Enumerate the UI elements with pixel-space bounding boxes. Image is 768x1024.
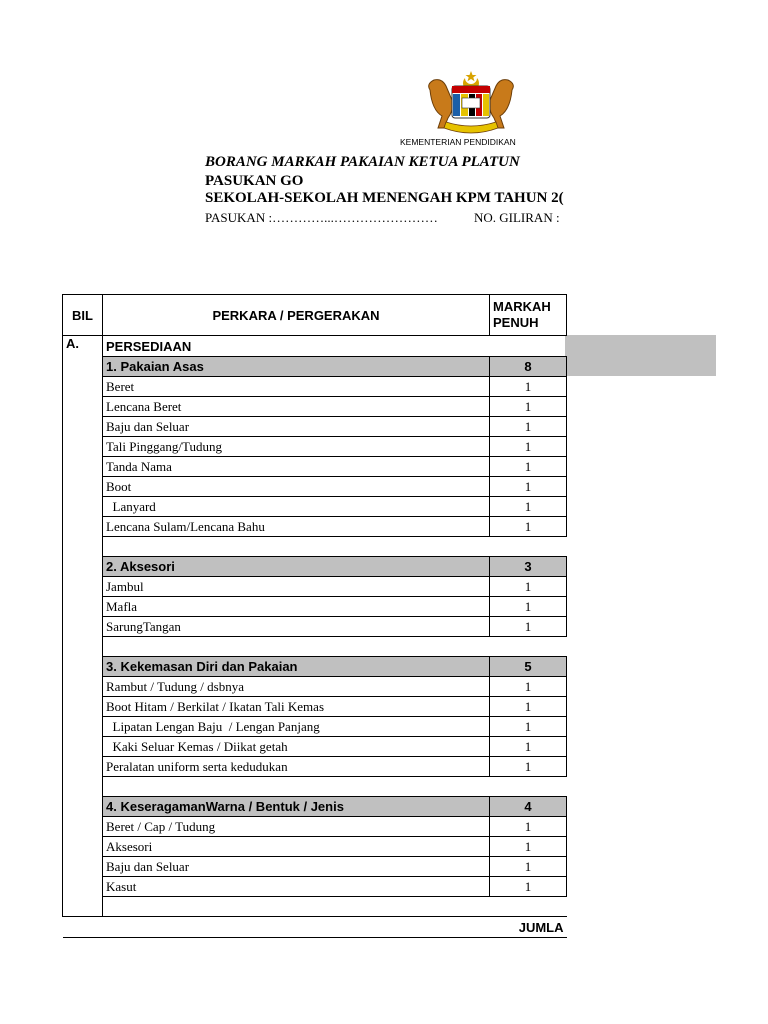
item-row (63, 717, 567, 737)
section-row (63, 336, 567, 357)
category-total: 5 (490, 657, 567, 677)
item-row (63, 437, 567, 457)
malaysia-coat-of-arms-icon (422, 70, 520, 138)
item-mark: 1 (490, 677, 567, 697)
total-label: JUMLA (63, 917, 567, 938)
table-header-row (63, 295, 567, 336)
column-header-perkara: PERKARA / PERGERAKAN (103, 295, 490, 336)
item-mark: 1 (490, 517, 567, 537)
item-mark: 1 (490, 757, 567, 777)
item-row (63, 757, 567, 777)
form-title: BORANG MARKAH PAKAIAN KETUA PLATUN (205, 154, 520, 170)
item-mark: 1 (490, 857, 567, 877)
item-mark: 1 (490, 817, 567, 837)
item-label: Baju dan Seluar (103, 857, 490, 877)
item-row (63, 817, 567, 837)
spacer-cell (103, 637, 567, 657)
item-mark: 1 (490, 577, 567, 597)
item-label: Rambut / Tudung / dsbnya (103, 677, 490, 697)
item-label: Jambul (103, 577, 490, 597)
form-subtitle-schools: SEKOLAH-SEKOLAH MENENGAH KPM TAHUN 2( (205, 190, 564, 206)
item-row (63, 497, 567, 517)
category-total: 8 (490, 357, 567, 377)
item-label: Tanda Nama (103, 457, 490, 477)
spacer-row (63, 897, 567, 917)
item-mark: 1 (490, 477, 567, 497)
category-row (63, 357, 567, 377)
item-label: Lencana Beret (103, 397, 490, 417)
category-title: 1. Pakaian Asas (103, 357, 490, 377)
item-mark: 1 (490, 377, 567, 397)
item-row (63, 417, 567, 437)
item-row (63, 377, 567, 397)
item-mark: 1 (490, 697, 567, 717)
spacer-row (63, 537, 567, 557)
grey-fill-band (565, 335, 716, 376)
item-row (63, 577, 567, 597)
item-row (63, 597, 567, 617)
item-mark: 1 (490, 457, 567, 477)
markah-header-text: MARKAH PENUH (493, 299, 551, 330)
item-mark: 1 (490, 617, 567, 637)
item-row (63, 857, 567, 877)
item-label: Mafla (103, 597, 490, 617)
column-header-markah (490, 295, 567, 336)
section-blank (490, 336, 567, 357)
category-total: 3 (490, 557, 567, 577)
item-label: Kasut (103, 877, 490, 897)
score-table (62, 294, 567, 938)
item-label: SarungTangan (103, 617, 490, 637)
category-title: 2. Aksesori (103, 557, 490, 577)
item-label: Beret (103, 377, 490, 397)
category-row (63, 557, 567, 577)
item-label: Aksesori (103, 837, 490, 857)
pasukan-field-label: PASUKAN :…………...…………………… (205, 210, 438, 225)
item-label: Beret / Cap / Tudung (103, 817, 490, 837)
category-row (63, 657, 567, 677)
item-label: Lipatan Lengan Baju / Lengan Panjang (103, 717, 490, 737)
item-row (63, 397, 567, 417)
item-row (63, 517, 567, 537)
item-mark: 1 (490, 497, 567, 517)
item-label: Peralatan uniform serta kedudukan (103, 757, 490, 777)
item-row (63, 697, 567, 717)
item-row (63, 617, 567, 637)
item-mark: 1 (490, 717, 567, 737)
giliran-field-label: NO. GILIRAN : (474, 210, 560, 225)
spacer-cell (103, 537, 567, 557)
item-row (63, 877, 567, 897)
item-mark: 1 (490, 397, 567, 417)
spacer-row (63, 777, 567, 797)
item-row (63, 457, 567, 477)
total-row (63, 917, 567, 938)
ministry-name: KEMENTERIAN PENDIDIKAN (400, 137, 516, 147)
item-mark: 1 (490, 837, 567, 857)
item-label: Lanyard (103, 497, 490, 517)
item-label: Lencana Sulam/Lencana Bahu (103, 517, 490, 537)
item-label: Tali Pinggang/Tudung (103, 437, 490, 457)
item-label: Boot (103, 477, 490, 497)
item-label: Baju dan Seluar (103, 417, 490, 437)
spacer-row (63, 637, 567, 657)
item-mark: 1 (490, 417, 567, 437)
item-row (63, 737, 567, 757)
category-row (63, 797, 567, 817)
category-title: 3. Kekemasan Diri dan Pakaian (103, 657, 490, 677)
section-title: PERSEDIAAN (106, 338, 192, 354)
item-mark: 1 (490, 737, 567, 757)
item-row (63, 477, 567, 497)
item-mark: 1 (490, 597, 567, 617)
form-subtitle-team: PASUKAN GO (205, 173, 304, 189)
category-total: 4 (490, 797, 567, 817)
item-row (63, 677, 567, 697)
spacer-cell (103, 777, 567, 797)
item-mark: 1 (490, 877, 567, 897)
item-label: Kaki Seluar Kemas / Diikat getah (103, 737, 490, 757)
category-title: 4. KeseragamanWarna / Bentuk / Jenis (103, 797, 490, 817)
section-code: A. (63, 336, 103, 917)
item-row (63, 837, 567, 857)
spacer-cell (103, 897, 567, 917)
item-label: Boot Hitam / Berkilat / Ikatan Tali Kemas (103, 697, 490, 717)
column-header-bil: BIL (63, 295, 103, 336)
item-mark: 1 (490, 437, 567, 457)
